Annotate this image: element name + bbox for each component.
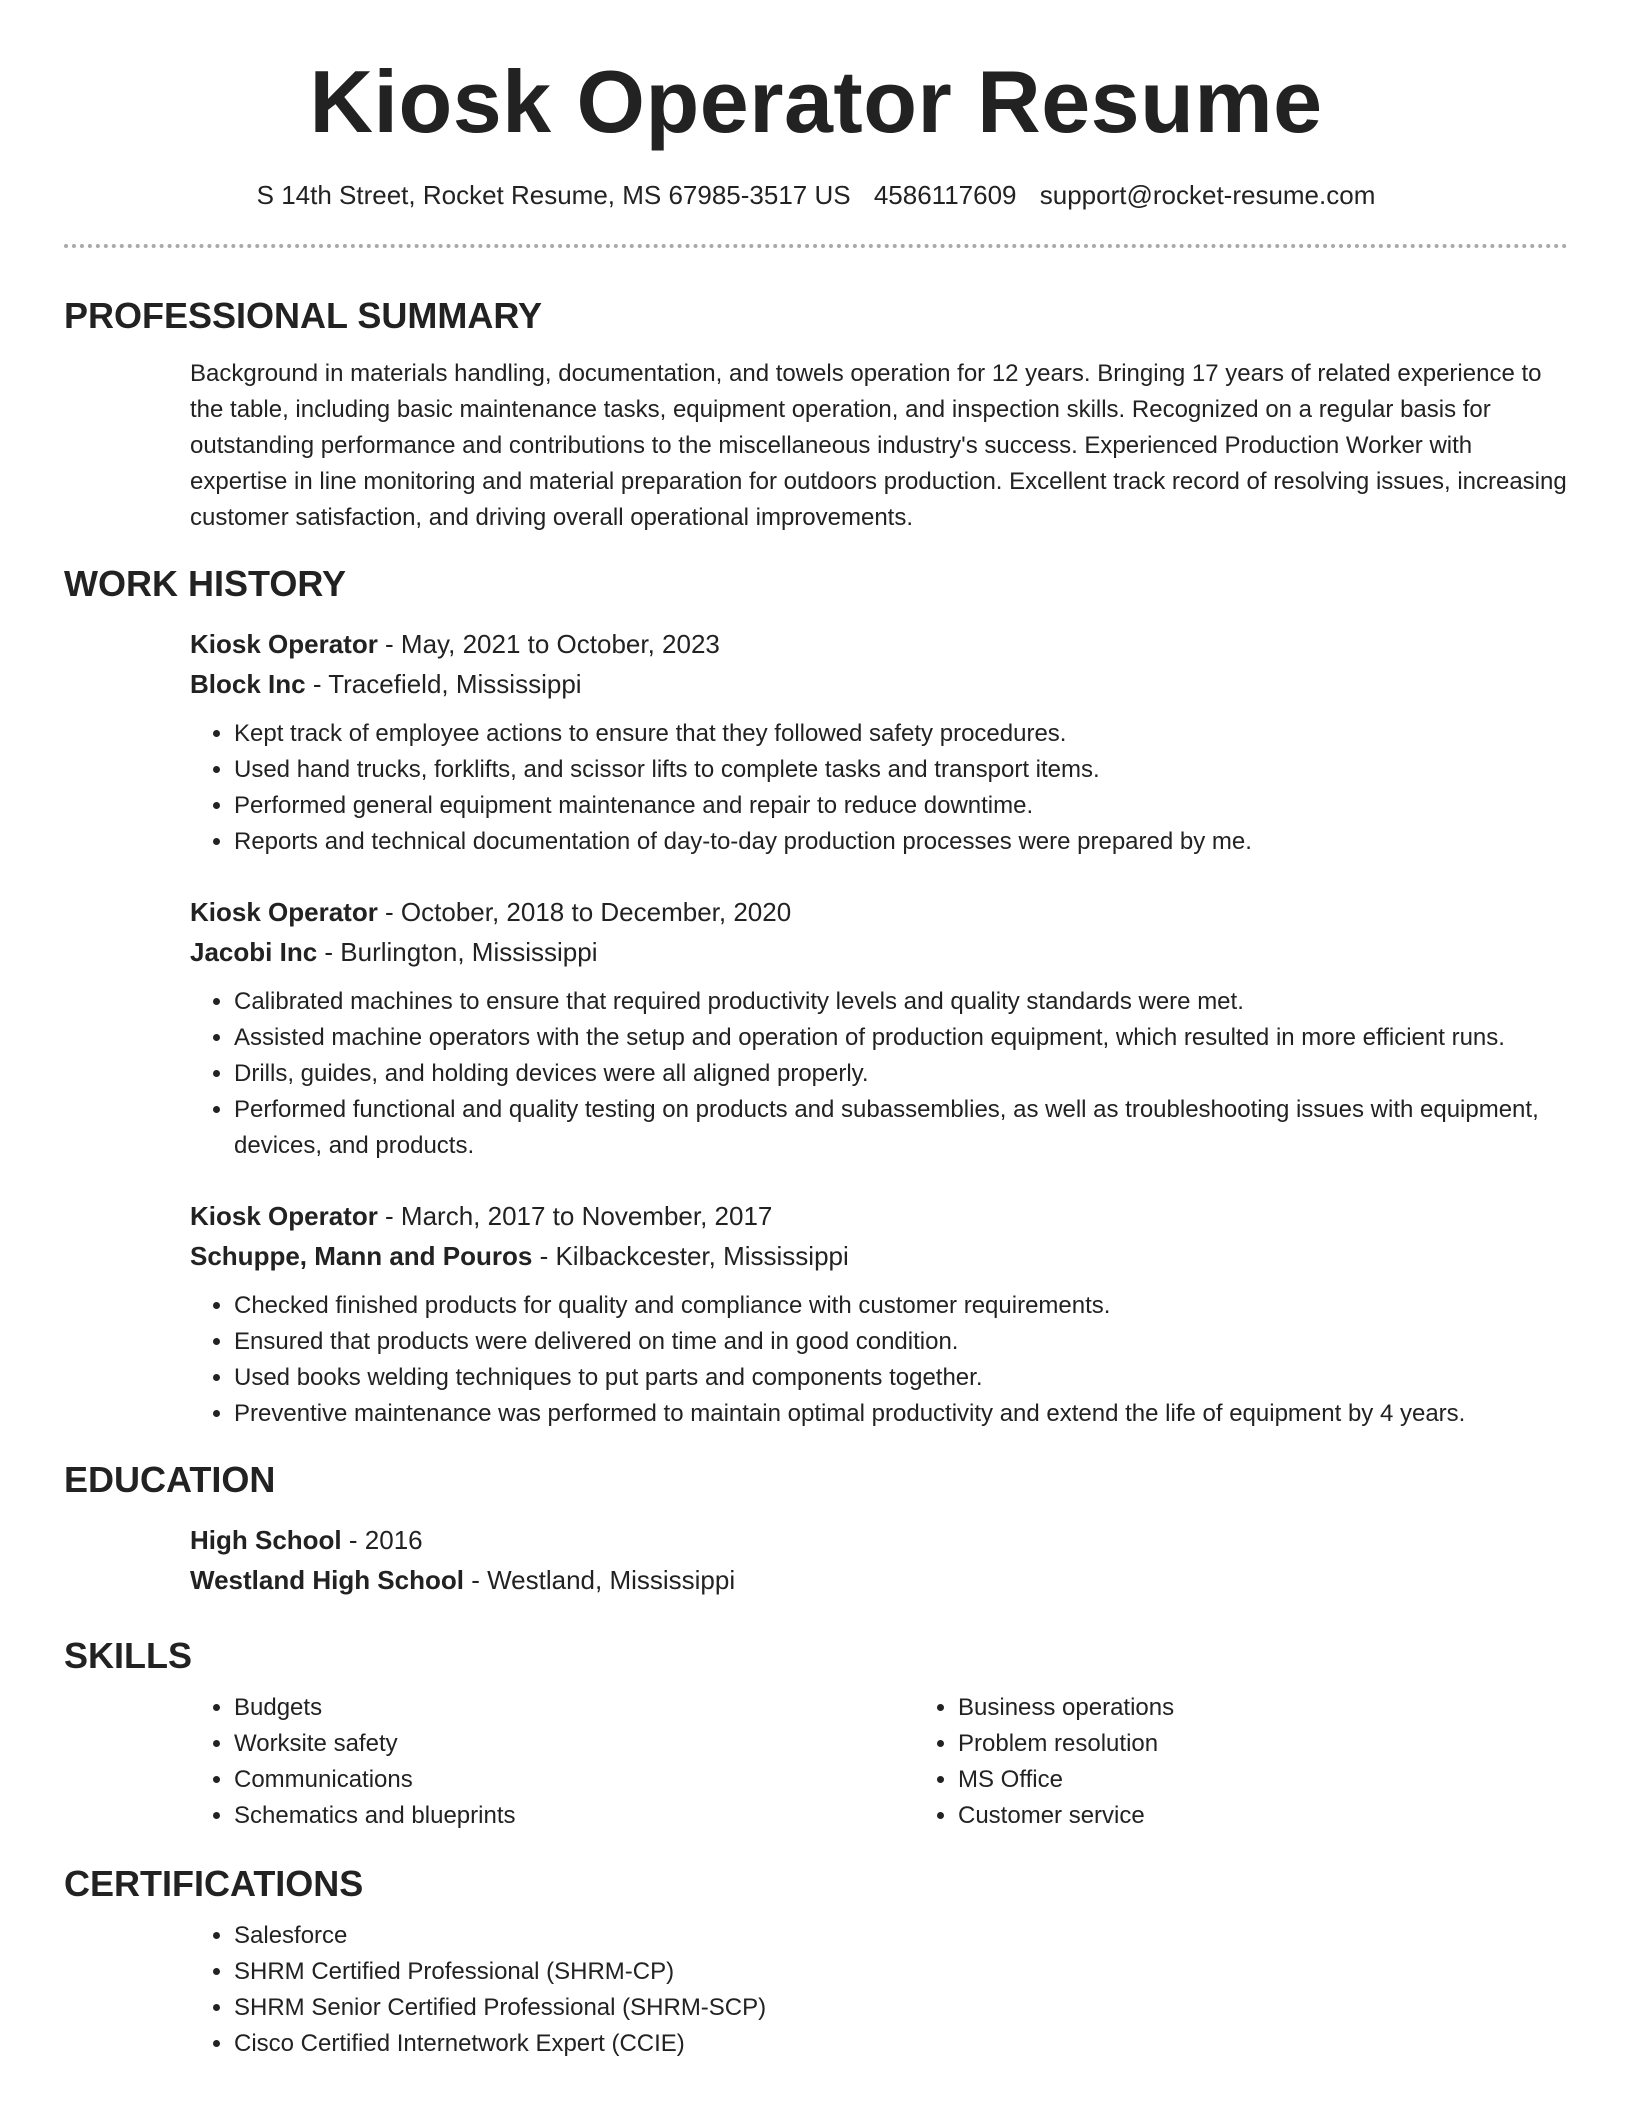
- skills-list-right: [914, 1690, 1632, 1834]
- summary-text: Background in materials handling, documentation, and towels operation for 12 years. Bringing 17 years of related experience to the table, including basic maintenance tasks, equipment operation, and inspection skills. Recognized on a regular basis for outstanding performance and contributions to the miscellaneous industry's success. Experienced Production Worker with expertise in line monitoring and material preparation for outdoors production. Excellent track record of resolving issues, increasing customer satisfaction, and driving overall operational improvements.: [190, 360, 1567, 531]
- job-bullet: • Drills, guides, and holding devices were all aligned properly.: [234, 1056, 1568, 1092]
- certification-item: • Cisco Certified Internetwork Expert (CCIE): [234, 2026, 1568, 2062]
- skills-grid: [190, 1690, 1568, 1834]
- education-year: - 2016: [341, 1525, 423, 1555]
- job-entry: [190, 892, 1568, 1164]
- job-bullet: • Used hand trucks, forklifts, and scissor lifts to complete tasks and transport items.: [234, 752, 1568, 788]
- skill-item: • Schematics and blueprints: [234, 1798, 914, 1834]
- education-entry: [190, 1520, 1568, 1600]
- education-location: - Westland, Mississippi: [463, 1565, 736, 1595]
- contact-line: [64, 182, 1568, 208]
- job-bullet: • Kept track of employee actions to ensure that they followed safety procedures.: [234, 716, 1568, 752]
- job-company: Jacobi Inc: [190, 937, 318, 967]
- job-bullet: • Assisted machine operators with the setup and operation of production equipment, which resulted in more efficient runs.: [234, 1020, 1568, 1056]
- contact-address: S 14th Street, Rocket Resume, MS 67985-3517 US: [256, 180, 851, 210]
- job-company-line: [190, 1236, 1568, 1276]
- job-dates: - March, 2017 to November, 2017: [377, 1201, 773, 1231]
- contact-email: support@rocket-resume.com: [1039, 180, 1376, 210]
- education-school-line: [190, 1560, 1568, 1600]
- job-company: Schuppe, Mann and Pouros: [190, 1241, 533, 1271]
- job-location: - Tracefield, Mississippi: [305, 669, 582, 699]
- certifications-entry: [190, 1918, 1568, 2062]
- job-dates: - October, 2018 to December, 2020: [377, 897, 792, 927]
- skills-list-left: [190, 1690, 914, 1834]
- job-location: - Kilbackcester, Mississippi: [532, 1241, 849, 1271]
- certification-item: • SHRM Senior Certified Professional (SHRM-SCP): [234, 1990, 1568, 2026]
- contact-phone: 4586117609: [873, 180, 1017, 210]
- job-company: Block Inc: [190, 669, 306, 699]
- job-bullet: • Ensured that products were delivered on time and in good condition.: [234, 1324, 1568, 1360]
- job-bullets: [190, 1288, 1568, 1432]
- education-degree-line: [190, 1520, 1568, 1560]
- job-bullet: • Checked finished products for quality and compliance with customer requirements.: [234, 1288, 1568, 1324]
- header-divider: [64, 244, 1568, 248]
- job-bullets: [190, 716, 1568, 860]
- skill-item: • Budgets: [234, 1690, 914, 1726]
- skill-item: • MS Office: [958, 1762, 1632, 1798]
- job-entry: [190, 624, 1568, 860]
- job-role: Kiosk Operator: [190, 629, 378, 659]
- job-role-line: [190, 892, 1568, 932]
- skill-item: • Customer service: [958, 1798, 1632, 1834]
- certifications-list: [190, 1918, 1568, 2062]
- summary-heading: PROFESSIONAL SUMMARY: [64, 295, 543, 336]
- certification-item: • Salesforce: [234, 1918, 1568, 1954]
- certification-item: • SHRM Certified Professional (SHRM-CP): [234, 1954, 1568, 1990]
- job-bullet: • Calibrated machines to ensure that required productivity levels and quality standards were met.: [234, 984, 1568, 1020]
- job-bullet: • Used books welding techniques to put parts and components together.: [234, 1360, 1568, 1396]
- job-dates: - May, 2021 to October, 2023: [377, 629, 720, 659]
- work-history-heading: WORK HISTORY: [64, 563, 347, 604]
- job-company-line: [190, 932, 1568, 972]
- job-bullets: [190, 984, 1568, 1164]
- skill-item: • Problem resolution: [958, 1726, 1632, 1762]
- skill-item: • Business operations: [958, 1690, 1632, 1726]
- job-role: Kiosk Operator: [190, 1201, 378, 1231]
- skill-item: • Worksite safety: [234, 1726, 914, 1762]
- job-location: - Burlington, Mississippi: [317, 937, 598, 967]
- job-bullet: • Reports and technical documentation of day-to-day production processes were prepared by me.: [234, 824, 1568, 860]
- job-company-line: [190, 664, 1568, 704]
- certifications-heading: CERTIFICATIONS: [64, 1863, 364, 1904]
- job-role: Kiosk Operator: [190, 897, 378, 927]
- job-bullet: • Performed general equipment maintenance and repair to reduce downtime.: [234, 788, 1568, 824]
- job-role-line: [190, 1196, 1568, 1236]
- job-bullet: • Performed functional and quality testing on products and subassemblies, as well as troubleshooting issues with equipment, devices, and products.: [234, 1092, 1568, 1164]
- education-heading: EDUCATION: [64, 1459, 276, 1500]
- education-degree: High School: [190, 1525, 342, 1555]
- resume-title: Kiosk Operator Resume: [309, 52, 1323, 151]
- education-school: Westland High School: [190, 1565, 464, 1595]
- skills-heading: SKILLS: [64, 1635, 193, 1676]
- skill-item: • Communications: [234, 1762, 914, 1798]
- job-role-line: [190, 624, 1568, 664]
- job-bullet: • Preventive maintenance was performed to maintain optimal productivity and extend the life of equipment by 4 years.: [234, 1396, 1568, 1432]
- job-entry: [190, 1196, 1568, 1432]
